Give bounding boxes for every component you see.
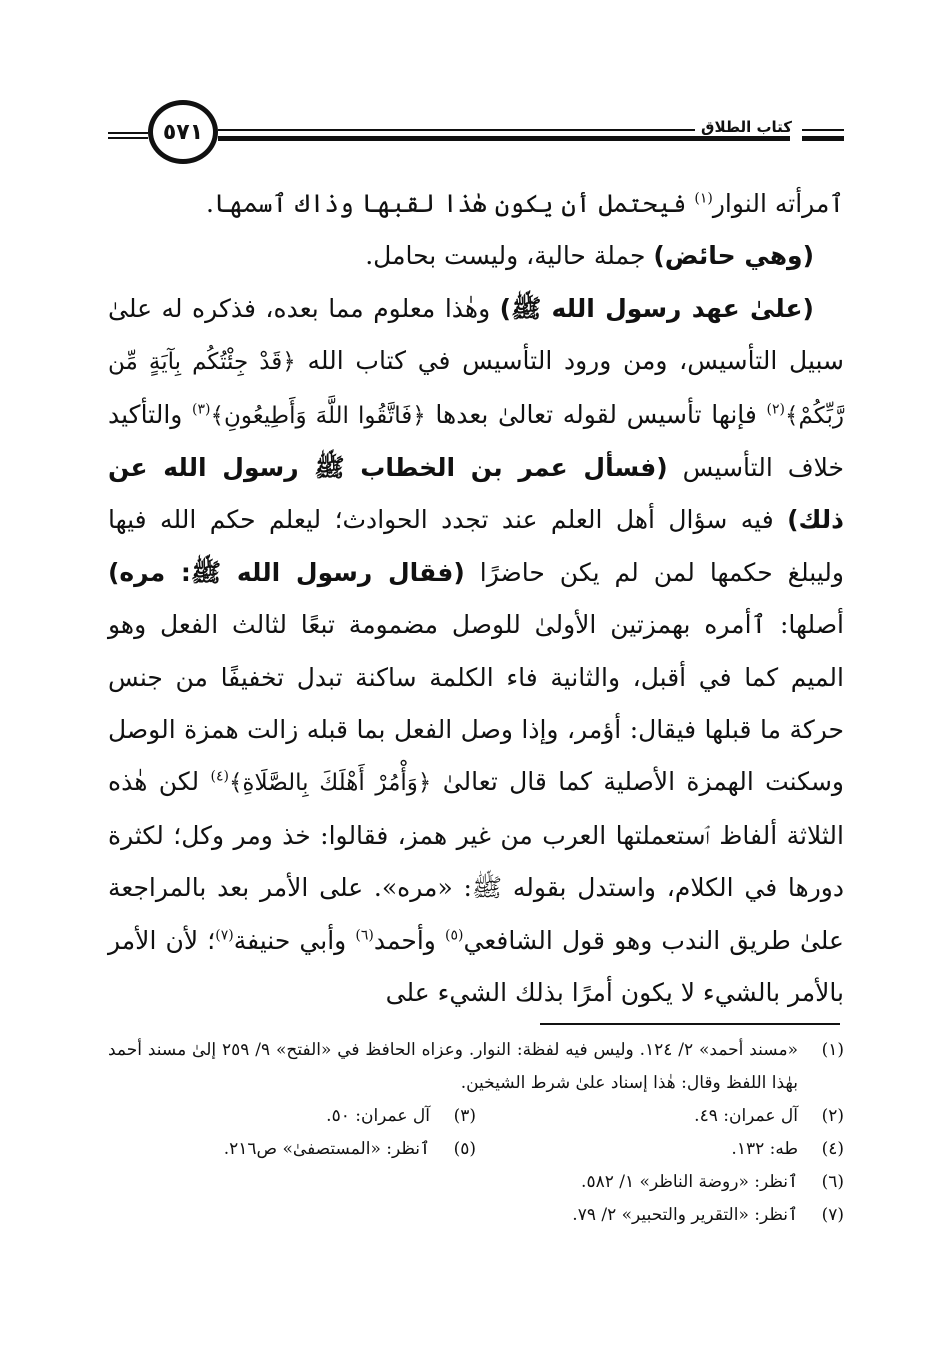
footnote-ref[interactable]: (٣) <box>192 401 211 418</box>
text-run: فيه سؤال أهل العلم عند تجدد الحوادث؛ ليعلم حكم الله فيها وليبلغ حكمها لمن لم يكن حاضرًا <box>108 505 844 587</box>
page-header <box>108 98 844 168</box>
text-run: ؛ لأن الأمر بالأمر بالشيء لا يكون أمرًا بذلك الشيء على <box>108 925 844 1008</box>
paragraph <box>108 230 844 282</box>
footnote-text: طه: ١٣٢. <box>731 1139 798 1159</box>
footnote-ref[interactable]: (٤) <box>210 769 229 786</box>
footnote-text: ٱنظر: «روضة الناظر» ١/ ٥٨٢. <box>581 1172 798 1192</box>
text-run: لكن هٰذه الثلاثة ألفاظ ٱستعملتها العرب من غير همز، فقالوا: خذ ومر وكل؛ لكثرة دورها في الكلام، واستدل بقوله ﷺ: «مره». على الأمر بعد بالمراجعة علىٰ طريق الندب وهو قول الشافعي <box>108 767 844 955</box>
footnote-number: (١) <box>821 1040 844 1060</box>
text-run: جملة حالية، وليست بحامل. <box>365 241 654 271</box>
footnote-text: آل عمران: ٤٩. <box>694 1106 798 1126</box>
footnote-item <box>108 1034 844 1100</box>
text-run: وأحمد <box>373 925 446 955</box>
text-run: وأبي حنيفة <box>233 925 356 955</box>
footnote-ref[interactable]: (٥) <box>445 927 464 944</box>
footnote-ref[interactable]: (٢) <box>766 401 786 418</box>
footnote-text: ٱنظر: «المستصفىٰ» ص٢١٦. <box>223 1139 430 1159</box>
footnote-ref[interactable]: (١) <box>694 190 713 207</box>
footnote-row <box>108 1100 844 1133</box>
quran-verse: ﴿فَاتَّقُوا اللَّهَ وَأَطِيعُونِ﴾ <box>210 402 426 429</box>
footnote-number: (٣) <box>453 1106 476 1126</box>
footnote-text: «مسند أحمد» ٢/ ١٢٤. وليس فيه لفظة: النوار. وعزاه الحافظ في «الفتح» ٩/ ٢٥٩ إلىٰ مسند أحمد بهٰذا اللفظ وقال: هٰذا إسناد علىٰ شرط الشيخين. <box>108 1040 798 1093</box>
header-rule <box>108 137 148 139</box>
footnote-ref[interactable]: (٧) <box>215 927 234 944</box>
footnote-number: (٢) <box>821 1106 844 1126</box>
text-run: فيحتمل أن يكون هٰذا لقبها وذاك ٱسمها. <box>206 189 695 218</box>
bold-phrase: (فقال رسول الله ﷺ: مره) <box>108 557 465 587</box>
quran-verse: ﴿قَدْ جِئْتُكُم بِآيَةٍ مِّن رَّبِّكُمْ﴾ <box>108 349 845 429</box>
footnote-text: آل عمران: ٥٠. <box>326 1106 430 1126</box>
text-run: ٱمرأته النوار <box>712 189 844 218</box>
text-run: وهٰذا معلوم مما بعده، فذكره له علىٰ سبيل التأسيس، ومن ورود التأسيس في كتاب الله <box>108 293 845 376</box>
footnotes <box>108 1034 844 1232</box>
page-number: ٥٧١ <box>148 100 218 164</box>
paragraph <box>108 178 844 230</box>
footnote-item <box>108 1100 476 1133</box>
footnote-item <box>108 1199 844 1232</box>
quran-verse: ﴿وَأْمُرْ أَهْلَكَ بِالصَّلَاةِ﴾ <box>228 770 432 797</box>
header-rule <box>802 136 844 141</box>
text-run: أصلها: ٱأمره بهمزتين الأولىٰ للوصل مضمومة تبعًا لثالث الفعل وهو الميم كما في أقبل، والثانية فاء الكلمة ساكنة تبدل تخفيفًا من جنس حركة ما قبلها فيقال: أؤمر، وإذا وصل الفعل بما قبله زالت همزة الوصل وسكنت الهمزة الأصلية كما قال تعالىٰ <box>108 610 844 797</box>
text-run: والتأكيد خلاف التأسيس <box>108 399 844 483</box>
main-text <box>108 178 844 1020</box>
header-rule <box>218 136 790 141</box>
bold-phrase: (علىٰ عهد رسول الله ﷺ) <box>499 293 814 323</box>
footnote-row <box>108 1133 844 1166</box>
footnote-item <box>476 1100 844 1133</box>
footnote-text: ٱنظر: «التقرير والتحبير» ٢/ ٧٩. <box>572 1205 798 1225</box>
footnote-ref[interactable]: (٦) <box>355 927 374 944</box>
bold-phrase: (وهي حائض) <box>653 241 814 271</box>
footnote-number: (٧) <box>821 1205 844 1225</box>
footnote-item <box>108 1166 844 1199</box>
footnote-item <box>108 1133 476 1166</box>
text-run: فإنها تأسيس لقوله تعالىٰ بعدها <box>425 399 767 429</box>
footnote-separator <box>540 1023 840 1025</box>
paragraph <box>108 283 844 1020</box>
header-rule <box>108 132 148 134</box>
bold-phrase: (فسأل عمر بن الخطاب ﷺ رسول الله عن ذلك) <box>108 453 844 535</box>
footnote-number: (٥) <box>453 1139 476 1159</box>
footnote-number: (٤) <box>821 1139 844 1159</box>
chapter-title: كتاب الطلاق <box>695 118 798 136</box>
footnote-number: (٦) <box>821 1172 844 1192</box>
footnote-item <box>476 1133 844 1166</box>
header-rule <box>802 129 844 131</box>
